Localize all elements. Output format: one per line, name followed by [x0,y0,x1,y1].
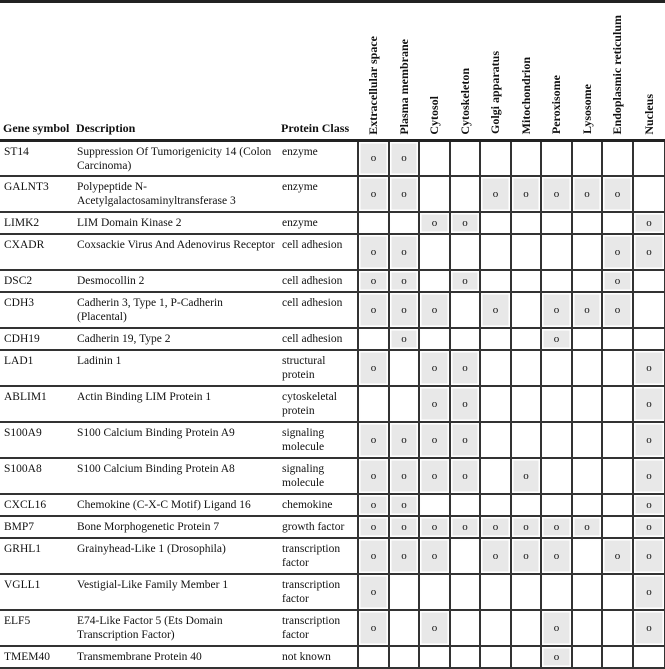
location-cell: o [572,176,602,212]
protein-class-cell: transcription factor [278,610,358,646]
location-cell: o [633,458,665,494]
location-cell: o [358,610,389,646]
protein-class-cell: enzyme [278,140,358,176]
location-cell [572,350,602,386]
location-cell [602,516,633,538]
location-cell: o [358,574,389,610]
location-cell: o [511,516,541,538]
location-cell [450,140,480,176]
location-cell: o [633,422,665,458]
location-cell [511,386,541,422]
location-cell [572,212,602,234]
gene-symbol-cell: LIMK2 [0,212,73,234]
location-cell [480,386,511,422]
table-row [0,422,665,458]
location-cell: o [450,516,480,538]
location-cell: o [541,516,572,538]
description-cell: E74-Like Factor 5 (Ets Domain Transcription Factor) [73,610,278,646]
location-cell [480,328,511,350]
location-cell [511,494,541,516]
description-cell: S100 Calcium Binding Protein A8 [73,458,278,494]
gene-symbol-cell: ST14 [0,140,73,176]
location-cell [602,494,633,516]
location-cell: o [389,270,419,292]
gene-symbol-cell: ELF5 [0,610,73,646]
gene-symbol-cell: VGLL1 [0,574,73,610]
description-cell: Actin Binding LIM Protein 1 [73,386,278,422]
header-row [0,3,665,140]
location-cell [572,646,602,668]
header-gene-symbol: Gene symbol [0,3,73,140]
location-cell [572,386,602,422]
table-row [0,328,665,350]
location-cell [511,270,541,292]
location-cell: o [419,610,450,646]
table-row [0,646,665,668]
location-cell: o [389,516,419,538]
location-cell [511,422,541,458]
location-cell [450,494,480,516]
location-cell [419,328,450,350]
gene-symbol-cell: S100A8 [0,458,73,494]
location-cell: o [511,176,541,212]
location-cell [480,422,511,458]
location-cell: o [358,292,389,328]
location-cell [633,292,665,328]
location-cell [389,212,419,234]
location-cell [602,350,633,386]
location-cell: o [358,494,389,516]
location-cell [511,140,541,176]
location-cell [541,140,572,176]
table-row [0,458,665,494]
location-cell [572,610,602,646]
location-cell [633,646,665,668]
description-cell: Cadherin 3, Type 1, P-Cadherin (Placental) [73,292,278,328]
description-cell: Suppression Of Tumorigenicity 14 (Colon Carcinoma) [73,140,278,176]
location-cell [511,610,541,646]
location-cell [572,494,602,516]
location-cell [419,494,450,516]
location-cell: o [358,458,389,494]
location-cell [541,422,572,458]
location-cell [602,140,633,176]
location-cell: o [541,176,572,212]
location-cell [480,212,511,234]
protein-class-cell: transcription factor [278,574,358,610]
location-cell [633,176,665,212]
table-row [0,494,665,516]
description-cell: Vestigial-Like Family Member 1 [73,574,278,610]
gene-symbol-cell: S100A9 [0,422,73,458]
location-cell [541,494,572,516]
location-cell: o [389,422,419,458]
location-cell: o [541,610,572,646]
location-cell [602,422,633,458]
location-cell: o [419,212,450,234]
header-description: Description [73,3,278,140]
gene-symbol-cell: CXCL16 [0,494,73,516]
location-cell [511,328,541,350]
location-cell [541,350,572,386]
location-cell: o [419,458,450,494]
description-cell: Grainyhead-Like 1 (Drosophila) [73,538,278,574]
location-cell [602,328,633,350]
table-row [0,212,665,234]
location-cell: o [541,646,572,668]
protein-class-cell: cell adhesion [278,270,358,292]
location-cell [450,234,480,270]
gene-symbol-cell: BMP7 [0,516,73,538]
location-cell [572,458,602,494]
location-cell [572,270,602,292]
location-cell [419,270,450,292]
header-protein-class: Protein Class [278,3,358,140]
header-plasma-membrane: Plasma membrane [389,3,419,140]
header-cytoskeleton: Cytoskeleton [450,3,480,140]
location-cell: o [633,538,665,574]
location-cell [511,574,541,610]
location-cell: o [419,516,450,538]
gene-symbol-cell: LAD1 [0,350,73,386]
location-cell: o [358,176,389,212]
location-cell [480,646,511,668]
table-row [0,292,665,328]
protein-class-cell: enzyme [278,176,358,212]
location-cell [511,646,541,668]
protein-class-cell: growth factor [278,516,358,538]
location-cell [389,350,419,386]
location-cell: o [602,176,633,212]
gene-symbol-cell: GRHL1 [0,538,73,574]
location-cell [419,140,450,176]
protein-class-cell: chemokine [278,494,358,516]
location-cell: o [389,328,419,350]
location-cell: o [480,538,511,574]
location-cell [511,212,541,234]
gene-symbol-cell: CDH3 [0,292,73,328]
protein-class-cell: structural protein [278,350,358,386]
gene-symbol-cell: GALNT3 [0,176,73,212]
location-cell: o [358,516,389,538]
location-cell: o [419,350,450,386]
table-row [0,610,665,646]
description-cell: Bone Morphogenetic Protein 7 [73,516,278,538]
location-cell [358,386,389,422]
location-cell: o [389,140,419,176]
location-cell [450,176,480,212]
location-cell: o [419,422,450,458]
description-cell: Transmembrane Protein 40 [73,646,278,668]
location-cell [450,610,480,646]
protein-class-cell: cytoskeletal protein [278,386,358,422]
description-cell: Desmocollin 2 [73,270,278,292]
table-body [0,140,665,668]
location-cell: o [389,458,419,494]
location-cell [511,350,541,386]
location-cell: o [633,574,665,610]
description-cell: Ladinin 1 [73,350,278,386]
gene-symbol-cell: CXADR [0,234,73,270]
location-cell [419,574,450,610]
location-cell [480,494,511,516]
location-cell: o [602,538,633,574]
location-cell [358,646,389,668]
location-cell [541,270,572,292]
location-cell: o [389,176,419,212]
location-cell [572,538,602,574]
location-cell: o [450,422,480,458]
location-cell: o [572,292,602,328]
description-cell: Chemokine (C-X-C Motif) Ligand 16 [73,494,278,516]
header-mitochondrion: Mitochondrion [511,3,541,140]
location-cell [480,574,511,610]
location-cell [541,574,572,610]
table-row [0,140,665,176]
protein-class-cell: enzyme [278,212,358,234]
location-cell [480,270,511,292]
gene-symbol-cell: ABLIM1 [0,386,73,422]
location-cell [602,212,633,234]
location-cell [389,574,419,610]
location-cell [602,458,633,494]
location-cell [541,386,572,422]
location-cell [602,574,633,610]
table-row [0,516,665,538]
location-cell [602,386,633,422]
location-cell: o [633,386,665,422]
location-cell [572,422,602,458]
location-cell: o [450,458,480,494]
protein-class-cell: not known [278,646,358,668]
location-cell: o [358,538,389,574]
table-row [0,574,665,610]
location-cell: o [358,234,389,270]
location-cell: o [633,494,665,516]
location-cell: o [389,234,419,270]
location-cell [389,386,419,422]
location-cell [572,328,602,350]
description-cell: Polypeptide N-Acetylgalactosaminyltransferase 3 [73,176,278,212]
location-cell: o [511,538,541,574]
protein-class-cell: signaling molecule [278,458,358,494]
location-cell: o [541,328,572,350]
location-cell: o [419,292,450,328]
location-cell: o [389,292,419,328]
location-cell: o [389,538,419,574]
header-extracellular-space: Extracellular space [358,3,389,140]
location-cell: o [358,270,389,292]
protein-class-cell: transcription factor [278,538,358,574]
location-cell [480,350,511,386]
location-cell: o [511,458,541,494]
location-cell [511,234,541,270]
location-cell [419,234,450,270]
location-cell: o [602,234,633,270]
location-cell [480,140,511,176]
location-cell: o [480,176,511,212]
location-cell: o [633,234,665,270]
protein-class-cell: cell adhesion [278,328,358,350]
location-cell [450,292,480,328]
location-cell [419,176,450,212]
location-cell [389,646,419,668]
description-cell: Cadherin 19, Type 2 [73,328,278,350]
location-cell [602,610,633,646]
location-cell: o [633,610,665,646]
gene-table [0,3,665,669]
location-cell [541,458,572,494]
location-cell: o [358,140,389,176]
location-cell: o [633,212,665,234]
header-golgi-apparatus: Golgi apparatus [480,3,511,140]
header-cytosol: Cytosol [419,3,450,140]
gene-symbol-cell: DSC2 [0,270,73,292]
location-cell: o [358,422,389,458]
location-cell: o [389,494,419,516]
location-cell: o [419,386,450,422]
location-cell [572,234,602,270]
table-row [0,538,665,574]
protein-class-cell: cell adhesion [278,292,358,328]
location-cell [633,270,665,292]
location-cell: o [450,350,480,386]
location-cell [450,646,480,668]
location-cell: o [602,270,633,292]
gene-symbol-cell: TMEM40 [0,646,73,668]
location-cell [450,538,480,574]
gene-symbol-cell: CDH19 [0,328,73,350]
description-cell: LIM Domain Kinase 2 [73,212,278,234]
header-lysosome: Lysosome [572,3,602,140]
location-cell: o [419,538,450,574]
location-cell [511,292,541,328]
location-cell: o [602,292,633,328]
location-cell: o [480,292,511,328]
location-cell [633,140,665,176]
location-cell: o [450,386,480,422]
location-cell [419,646,450,668]
protein-class-cell: signaling molecule [278,422,358,458]
location-cell: o [450,212,480,234]
location-cell [572,140,602,176]
header-peroxisome: Peroxisome [541,3,572,140]
description-cell: S100 Calcium Binding Protein A9 [73,422,278,458]
location-cell: o [633,350,665,386]
location-cell: o [633,516,665,538]
location-cell [389,610,419,646]
header-endoplasmic-reticulum: Endoplasmic reticulum [602,3,633,140]
location-cell [450,328,480,350]
table-row [0,270,665,292]
protein-class-cell: cell adhesion [278,234,358,270]
header-nucleus: Nucleus [633,3,665,140]
location-cell [480,610,511,646]
table-row [0,350,665,386]
location-cell [480,234,511,270]
location-cell [541,212,572,234]
location-cell: o [480,516,511,538]
location-cell: o [572,516,602,538]
table-row [0,386,665,422]
location-cell: o [450,270,480,292]
location-cell [358,328,389,350]
table-row [0,234,665,270]
location-cell [633,328,665,350]
location-cell [450,574,480,610]
location-cell [358,212,389,234]
location-cell [541,234,572,270]
location-cell [572,574,602,610]
location-cell: o [541,292,572,328]
description-cell: Coxsackie Virus And Adenovirus Receptor [73,234,278,270]
location-cell: o [358,350,389,386]
location-cell [480,458,511,494]
location-cell: o [541,538,572,574]
table-row [0,176,665,212]
location-cell [602,646,633,668]
